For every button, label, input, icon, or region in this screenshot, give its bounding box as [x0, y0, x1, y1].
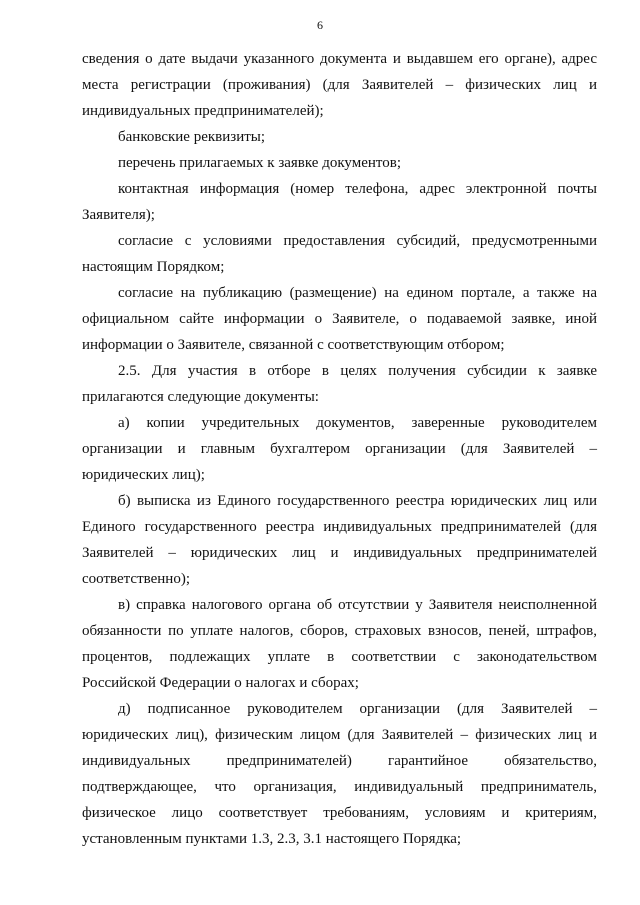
- paragraph: [82, 46, 597, 124]
- text-line: Заявителя);: [82, 207, 155, 223]
- text-line: информации о Заявителе, связанной с соответствующим отбором;: [82, 337, 505, 353]
- paragraph: [82, 592, 597, 696]
- text-line: установленным пунктами 1.3, 2.3, 3.1 настоящего Порядка;: [82, 831, 462, 847]
- document-body: [82, 46, 597, 852]
- text-line: согласие с условиями предоставления субсидий, предусмотренными: [118, 233, 597, 249]
- text-line: места регистрации (проживания) (для Заявителей – физических лиц и: [82, 77, 597, 93]
- text-line: б) выписка из Единого государственного реестра юридических лиц или: [118, 493, 597, 509]
- text-line: индивидуальных предпринимателей);: [82, 103, 324, 119]
- text-line: Заявителей – юридических лиц и индивидуальных предпринимателей: [82, 545, 597, 561]
- text-line: подтверждающее, что организация, индивидуальный предприниматель,: [82, 779, 597, 795]
- paragraph: [82, 124, 597, 150]
- paragraph: [82, 228, 597, 280]
- text-line: перечень прилагаемых к заявке документов;: [118, 155, 401, 171]
- paragraph: [82, 410, 597, 488]
- paragraph: [82, 280, 597, 358]
- text-line: Российской Федерации о налогах и сборах;: [82, 675, 359, 691]
- paragraph: [82, 488, 597, 592]
- page-number: 6: [317, 18, 323, 32]
- text-line: согласие на публикацию (размещение) на едином портале, а также на: [118, 285, 597, 301]
- paragraph: [82, 696, 597, 852]
- text-line: а) копии учредительных документов, заверенные руководителем: [118, 415, 597, 431]
- text-line: банковские реквизиты;: [118, 129, 266, 145]
- text-line: д) подписанное руководителем организации (для Заявителей –: [118, 701, 597, 717]
- paragraph: [82, 358, 597, 410]
- text-line: юридических лиц), физическим лицом (для Заявителей – физических лиц и: [82, 727, 597, 743]
- text-line: официальном сайте информации о Заявителе, о подаваемой заявке, иной: [82, 311, 597, 327]
- text-line: индивидуальных предпринимателей) гарантийное обязательство,: [82, 753, 597, 769]
- text-line: в) справка налогового органа об отсутствии у Заявителя неисполненной: [118, 597, 597, 613]
- text-line: процентов, подлежащих уплате в соответствии с законодательством: [82, 649, 597, 665]
- text-line: прилагаются следующие документы:: [82, 389, 319, 405]
- text-line: Единого государственного реестра индивидуальных предпринимателей (для: [82, 519, 597, 535]
- text-line: сведения о дате выдачи указанного документа и выдавшем его органе), адрес: [82, 51, 597, 67]
- paragraph: [82, 150, 597, 176]
- paragraph: [82, 176, 597, 228]
- text-line: соответственно);: [82, 571, 190, 587]
- text-line: юридических лиц);: [82, 467, 205, 483]
- text-line: 2.5. Для участия в отборе в целях получения субсидии к заявке: [118, 363, 597, 379]
- text-line: контактная информация (номер телефона, адрес электронной почты: [118, 181, 597, 197]
- text-line: обязанности по уплате налогов, сборов, страховых взносов, пеней, штрафов,: [82, 623, 597, 639]
- text-line: настоящим Порядком;: [82, 259, 225, 275]
- text-line: физическое лицо соответствует требованиям, условиям и критериям,: [82, 805, 597, 821]
- text-line: организации и главным бухгалтером организации (для Заявителей –: [82, 441, 597, 457]
